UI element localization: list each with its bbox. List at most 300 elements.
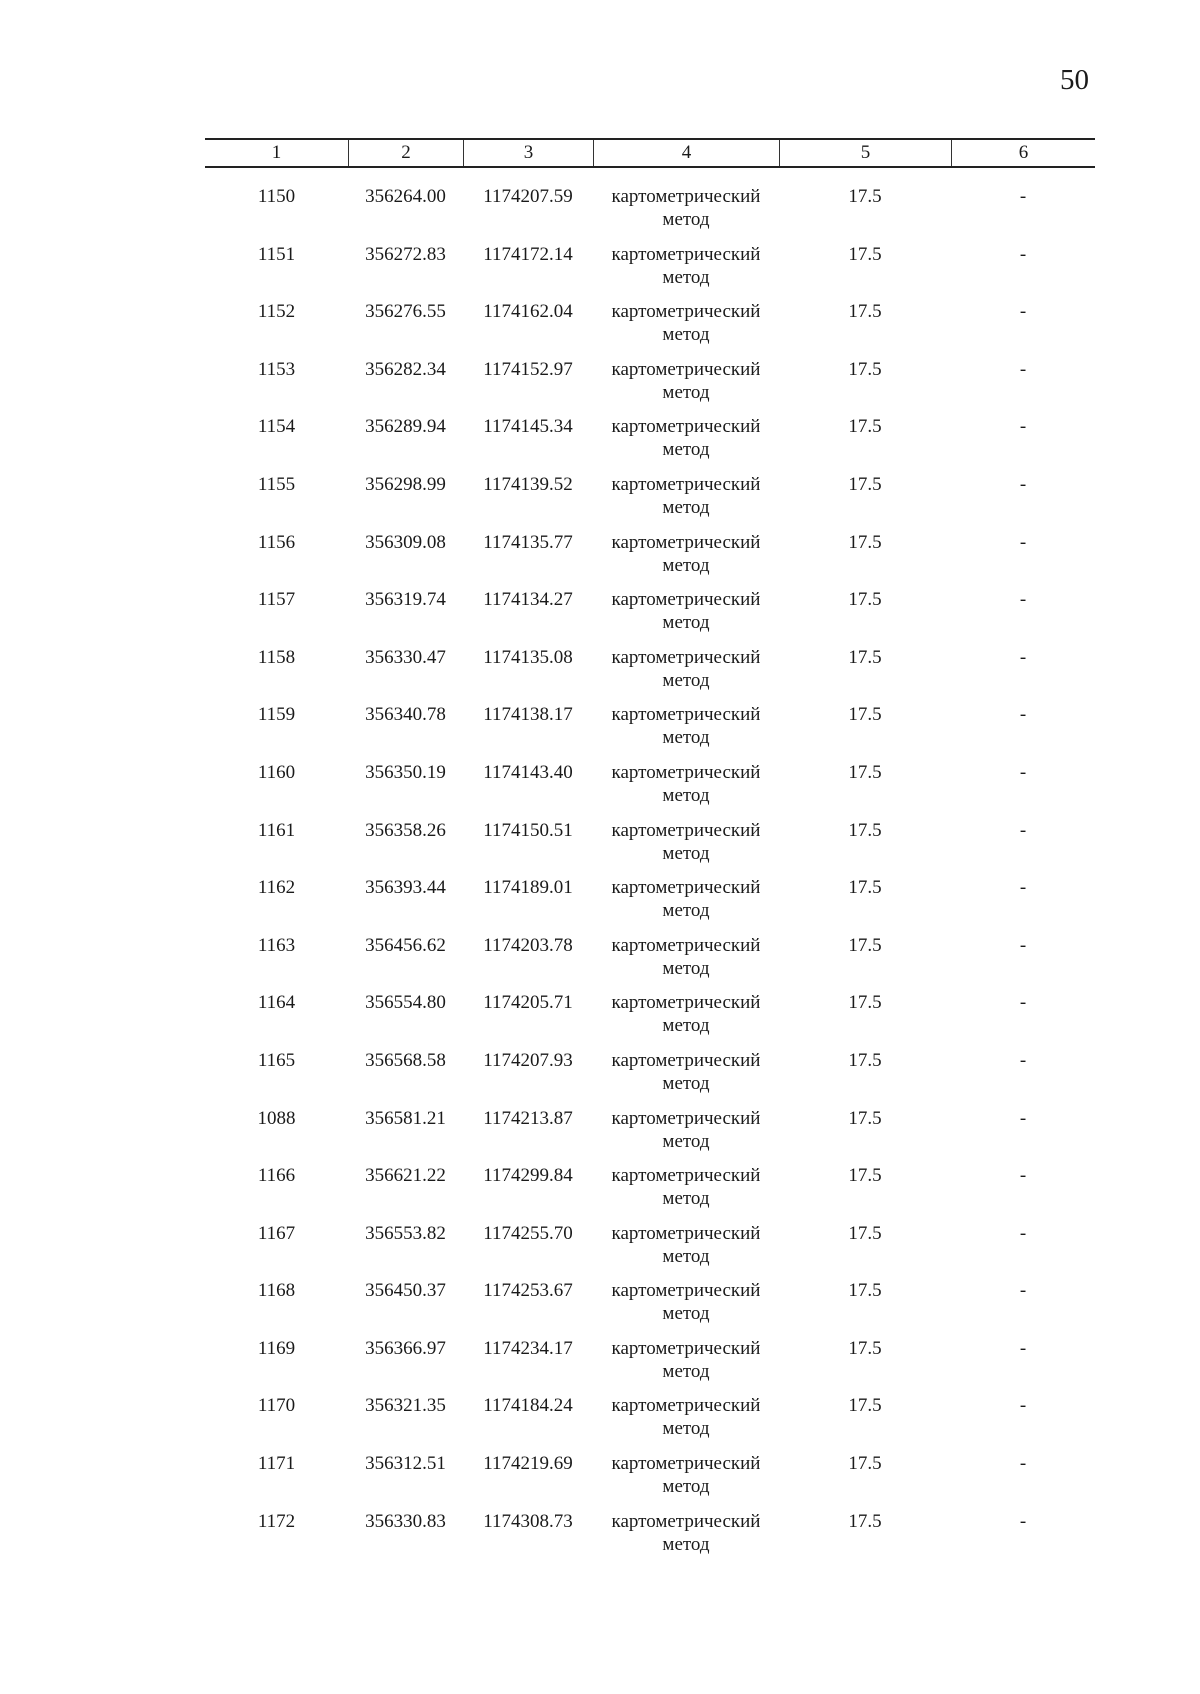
x-coordinate-cell-text: 356621.22 [365, 1165, 446, 1187]
method-cell-text: картометрический [611, 1107, 761, 1129]
note-cell-text: - [1019, 416, 1027, 438]
x-coordinate-cell-text: 356358.26 [365, 819, 446, 841]
method-cell [593, 185, 779, 243]
point-id-cell [205, 473, 348, 531]
note-cell-text: - [1019, 761, 1027, 783]
method-cell-text: метод [662, 1476, 710, 1498]
precision-cell-text: 17.5 [848, 1395, 882, 1417]
point-id-cell-text: 1169 [257, 1337, 296, 1359]
y-coordinate-cell-text: 1174234.17 [483, 1337, 573, 1359]
method-cell-text: метод [662, 439, 710, 461]
method-cell-text: метод [662, 1130, 710, 1152]
note-cell [951, 703, 1095, 761]
point-id-cell [205, 531, 348, 589]
table-row [205, 991, 1095, 1049]
precision-cell [779, 1510, 951, 1568]
coordinates-table [205, 138, 1095, 1567]
x-coordinate-cell-text: 356282.34 [365, 358, 446, 380]
table-row [205, 1049, 1095, 1107]
precision-cell [779, 646, 951, 704]
precision-cell-text: 17.5 [848, 531, 882, 553]
point-id-cell [205, 1510, 348, 1568]
x-coordinate-cell [348, 1452, 463, 1510]
precision-cell-text: 17.5 [848, 1165, 882, 1187]
note-cell [951, 588, 1095, 646]
x-coordinate-cell [348, 876, 463, 934]
note-cell [951, 243, 1095, 301]
note-cell-text: - [1019, 1510, 1027, 1532]
precision-cell-text: 17.5 [848, 301, 882, 323]
x-coordinate-cell-text: 356340.78 [365, 704, 446, 726]
note-cell [951, 876, 1095, 934]
method-cell-text: картометрический [611, 819, 761, 841]
method-cell-text: картометрический [611, 589, 761, 611]
y-coordinate-cell-text: 1174207.59 [483, 186, 573, 207]
x-coordinate-cell [348, 1510, 463, 1568]
point-id-cell-text: 1167 [257, 1222, 296, 1244]
precision-cell [779, 473, 951, 531]
point-id-cell [205, 819, 348, 877]
table-row [205, 819, 1095, 877]
y-coordinate-cell-text: 1174135.77 [483, 531, 573, 553]
note-cell [951, 358, 1095, 416]
method-cell [593, 588, 779, 646]
x-coordinate-cell [348, 761, 463, 819]
note-cell [951, 819, 1095, 877]
precision-cell-text: 17.5 [848, 186, 882, 207]
point-id-cell-text: 1159 [257, 704, 296, 726]
note-cell [951, 1222, 1095, 1280]
precision-cell-text: 17.5 [848, 646, 882, 668]
x-coordinate-cell-text: 356298.99 [365, 473, 446, 495]
note-cell-text: - [1019, 819, 1027, 841]
precision-cell [779, 1049, 951, 1107]
table-row [205, 761, 1095, 819]
table-row [205, 1279, 1095, 1337]
x-coordinate-cell [348, 703, 463, 761]
x-coordinate-cell [348, 1394, 463, 1452]
y-coordinate-cell-text: 1174189.01 [483, 877, 573, 899]
point-id-cell [205, 934, 348, 992]
x-coordinate-cell-text: 356366.97 [365, 1337, 446, 1359]
table-row [205, 300, 1095, 358]
table-row [205, 185, 1095, 243]
point-id-cell-text: 1170 [257, 1395, 296, 1417]
x-coordinate-cell-text: 356289.94 [365, 416, 446, 438]
note-cell [951, 300, 1095, 358]
point-id-cell [205, 358, 348, 416]
method-cell-text: картометрический [611, 1337, 761, 1359]
y-coordinate-cell [463, 1452, 593, 1510]
precision-cell-text: 17.5 [848, 934, 882, 956]
method-cell [593, 358, 779, 416]
note-cell-text: - [1019, 877, 1027, 899]
precision-cell [779, 531, 951, 589]
table-row [205, 358, 1095, 416]
method-cell-text: метод [662, 957, 710, 979]
method-cell-text: метод [662, 1072, 710, 1094]
method-cell-text: картометрический [611, 1165, 761, 1187]
point-id-cell-text: 1155 [257, 473, 296, 495]
method-cell [593, 1107, 779, 1165]
precision-cell-text: 17.5 [848, 1222, 882, 1244]
point-id-cell [205, 646, 348, 704]
note-cell-text: - [1019, 186, 1027, 207]
table-row [205, 531, 1095, 589]
y-coordinate-cell-text: 1174145.34 [483, 416, 573, 438]
y-coordinate-cell [463, 761, 593, 819]
method-cell [593, 473, 779, 531]
precision-cell [779, 1222, 951, 1280]
method-cell [593, 703, 779, 761]
note-cell-text: - [1019, 1107, 1027, 1129]
note-cell-text: - [1019, 1280, 1027, 1302]
y-coordinate-cell-text: 1174253.67 [483, 1280, 573, 1302]
column-header: 4 [593, 140, 779, 166]
x-coordinate-cell-text: 356321.35 [365, 1395, 446, 1417]
method-cell-text: метод [662, 612, 710, 634]
x-coordinate-cell [348, 588, 463, 646]
precision-cell-text: 17.5 [848, 589, 882, 611]
method-cell [593, 1222, 779, 1280]
y-coordinate-cell [463, 358, 593, 416]
point-id-cell-text: 1088 [257, 1107, 296, 1129]
table-row [205, 473, 1095, 531]
method-cell [593, 1510, 779, 1568]
x-coordinate-cell [348, 243, 463, 301]
method-cell-text: метод [662, 381, 710, 403]
note-cell-text: - [1019, 301, 1027, 323]
point-id-cell [205, 243, 348, 301]
point-id-cell [205, 1222, 348, 1280]
x-coordinate-cell-text: 356350.19 [365, 761, 446, 783]
method-cell-text: метод [662, 842, 710, 864]
note-cell [951, 415, 1095, 473]
point-id-cell-text: 1160 [257, 761, 296, 783]
note-cell-text: - [1019, 358, 1027, 380]
method-cell-text: метод [662, 669, 710, 691]
y-coordinate-cell-text: 1174255.70 [483, 1222, 573, 1244]
method-cell-text: картометрический [611, 416, 761, 438]
precision-cell [779, 1279, 951, 1337]
table-row [205, 876, 1095, 934]
note-cell-text: - [1019, 992, 1027, 1014]
method-cell-text: метод [662, 900, 710, 922]
method-cell-text: метод [662, 1245, 710, 1267]
y-coordinate-cell-text: 1174299.84 [483, 1165, 573, 1187]
precision-cell [779, 1452, 951, 1510]
note-cell-text: - [1019, 1165, 1027, 1187]
x-coordinate-cell-text: 356272.83 [365, 243, 446, 265]
method-cell-text: картометрический [611, 1222, 761, 1244]
point-id-cell [205, 1164, 348, 1222]
x-coordinate-cell-text: 356330.83 [365, 1510, 446, 1532]
method-cell-text: метод [662, 784, 710, 806]
x-coordinate-cell-text: 356450.37 [365, 1280, 446, 1302]
point-id-cell [205, 761, 348, 819]
x-coordinate-cell [348, 819, 463, 877]
x-coordinate-cell [348, 1107, 463, 1165]
point-id-cell [205, 1452, 348, 1510]
precision-cell [779, 300, 951, 358]
method-cell-text: картометрический [611, 1280, 761, 1302]
table-header [205, 138, 1095, 168]
note-cell-text: - [1019, 589, 1027, 611]
x-coordinate-cell [348, 473, 463, 531]
precision-cell-text: 17.5 [848, 358, 882, 380]
y-coordinate-cell-text: 1174205.71 [483, 992, 573, 1014]
table-row [205, 415, 1095, 473]
table-body [205, 185, 1095, 1567]
method-cell [593, 1279, 779, 1337]
point-id-cell-text: 1166 [257, 1165, 296, 1187]
y-coordinate-cell [463, 1049, 593, 1107]
table-row [205, 1337, 1095, 1395]
y-coordinate-cell [463, 1279, 593, 1337]
note-cell [951, 1279, 1095, 1337]
y-coordinate-cell-text: 1174162.04 [483, 301, 573, 323]
column-header: 2 [348, 140, 463, 166]
note-cell [951, 1394, 1095, 1452]
note-cell-text: - [1019, 1395, 1027, 1417]
table-row [205, 588, 1095, 646]
point-id-cell-text: 1164 [257, 992, 296, 1014]
point-id-cell-text: 1165 [257, 1049, 296, 1071]
point-id-cell-text: 1161 [257, 819, 296, 841]
point-id-cell-text: 1154 [257, 416, 296, 438]
precision-cell [779, 991, 951, 1049]
method-cell [593, 1049, 779, 1107]
method-cell-text: картометрический [611, 531, 761, 553]
y-coordinate-cell-text: 1174203.78 [483, 934, 573, 956]
y-coordinate-cell [463, 300, 593, 358]
y-coordinate-cell [463, 588, 593, 646]
column-header: 5 [779, 140, 951, 166]
x-coordinate-cell [348, 991, 463, 1049]
column-header: 1 [271, 142, 282, 163]
method-cell [593, 531, 779, 589]
method-cell-text: метод [662, 1360, 710, 1382]
point-id-cell [205, 415, 348, 473]
note-cell-text: - [1019, 1337, 1027, 1359]
y-coordinate-cell-text: 1174172.14 [483, 243, 573, 265]
method-cell-text: картометрический [611, 301, 761, 323]
method-cell-text: картометрический [611, 934, 761, 956]
note-cell [951, 1452, 1095, 1510]
method-cell-text: метод [662, 266, 710, 288]
note-cell [951, 185, 1095, 243]
note-cell [951, 1164, 1095, 1222]
note-cell-text: - [1019, 934, 1027, 956]
y-coordinate-cell-text: 1174207.93 [483, 1049, 573, 1071]
table-row [205, 243, 1095, 301]
note-cell [951, 1510, 1095, 1568]
x-coordinate-cell-text: 356319.74 [365, 589, 446, 611]
note-cell-text: - [1019, 473, 1027, 495]
point-id-cell-text: 1156 [257, 531, 296, 553]
point-id-cell-text: 1153 [257, 358, 296, 380]
point-id-cell [205, 1049, 348, 1107]
point-id-cell [205, 1394, 348, 1452]
method-cell [593, 761, 779, 819]
y-coordinate-cell [463, 991, 593, 1049]
precision-cell [779, 934, 951, 992]
x-coordinate-cell-text: 356393.44 [365, 877, 446, 899]
y-coordinate-cell-text: 1174143.40 [483, 761, 573, 783]
y-coordinate-cell-text: 1174134.27 [483, 589, 573, 611]
precision-cell [779, 761, 951, 819]
note-cell [951, 1107, 1095, 1165]
y-coordinate-cell [463, 243, 593, 301]
table-row [205, 1164, 1095, 1222]
method-cell-text: метод [662, 324, 710, 346]
point-id-cell-text: 1163 [257, 934, 296, 956]
x-coordinate-cell [348, 934, 463, 992]
precision-cell-text: 17.5 [848, 1453, 882, 1475]
method-cell-text: метод [662, 1015, 710, 1037]
y-coordinate-cell [463, 415, 593, 473]
y-coordinate-cell [463, 646, 593, 704]
point-id-cell-text: 1152 [257, 301, 296, 323]
precision-cell [779, 415, 951, 473]
precision-cell-text: 17.5 [848, 243, 882, 265]
point-id-cell [205, 703, 348, 761]
x-coordinate-cell-text: 356264.00 [365, 186, 446, 207]
point-id-cell [205, 876, 348, 934]
method-cell [593, 415, 779, 473]
x-coordinate-cell [348, 185, 463, 243]
y-coordinate-cell [463, 703, 593, 761]
y-coordinate-cell [463, 1222, 593, 1280]
y-coordinate-cell [463, 934, 593, 992]
note-cell [951, 531, 1095, 589]
y-coordinate-cell [463, 1337, 593, 1395]
precision-cell [779, 819, 951, 877]
note-cell [951, 646, 1095, 704]
precision-cell [779, 588, 951, 646]
x-coordinate-cell-text: 356330.47 [365, 646, 446, 668]
table-row [205, 1107, 1095, 1165]
method-cell-text: картометрический [611, 1049, 761, 1071]
note-cell [951, 761, 1095, 819]
precision-cell-text: 17.5 [848, 1049, 882, 1071]
method-cell [593, 1452, 779, 1510]
note-cell-text: - [1019, 243, 1027, 265]
y-coordinate-cell-text: 1174135.08 [483, 646, 573, 668]
y-coordinate-cell [463, 473, 593, 531]
point-id-cell-text: 1157 [257, 589, 296, 611]
x-coordinate-cell-text: 356554.80 [365, 992, 446, 1014]
method-cell [593, 876, 779, 934]
point-id-cell-text: 1158 [257, 646, 296, 668]
table-row [205, 1394, 1095, 1452]
x-coordinate-cell [348, 531, 463, 589]
precision-cell [779, 1107, 951, 1165]
method-cell-text: метод [662, 209, 710, 230]
y-coordinate-cell [463, 185, 593, 243]
page-number: 50 [1060, 64, 1089, 96]
x-coordinate-cell [348, 1164, 463, 1222]
x-coordinate-cell [348, 1049, 463, 1107]
table-row [205, 1510, 1095, 1568]
x-coordinate-cell-text: 356312.51 [365, 1453, 446, 1475]
precision-cell [779, 1164, 951, 1222]
precision-cell-text: 17.5 [848, 1280, 882, 1302]
method-cell-text: картометрический [611, 358, 761, 380]
method-cell-text: картометрический [611, 1453, 761, 1475]
x-coordinate-cell [348, 415, 463, 473]
table-row [205, 1452, 1095, 1510]
column-header: 6 [951, 140, 1095, 166]
point-id-cell-text: 1168 [257, 1280, 296, 1302]
table-row [205, 934, 1095, 992]
y-coordinate-cell [463, 1510, 593, 1568]
method-cell-text: картометрический [611, 243, 761, 265]
method-cell [593, 243, 779, 301]
point-id-cell-text: 1171 [257, 1453, 296, 1475]
precision-cell-text: 17.5 [848, 1510, 882, 1532]
y-coordinate-cell [463, 1107, 593, 1165]
column-header: 3 [463, 140, 593, 166]
precision-cell-text: 17.5 [848, 877, 882, 899]
x-coordinate-cell [348, 358, 463, 416]
method-cell [593, 1337, 779, 1395]
precision-cell-text: 17.5 [848, 1337, 882, 1359]
x-coordinate-cell [348, 646, 463, 704]
y-coordinate-cell-text: 1174139.52 [483, 473, 573, 495]
y-coordinate-cell-text: 1174213.87 [483, 1107, 573, 1129]
precision-cell [779, 243, 951, 301]
method-cell-text: картометрический [611, 186, 761, 207]
x-coordinate-cell [348, 1337, 463, 1395]
precision-cell [779, 358, 951, 416]
note-cell [951, 1337, 1095, 1395]
precision-cell [779, 1337, 951, 1395]
note-cell-text: - [1019, 646, 1027, 668]
precision-cell [779, 876, 951, 934]
x-coordinate-cell-text: 356276.55 [365, 301, 446, 323]
point-id-cell [205, 1337, 348, 1395]
method-cell-text: метод [662, 727, 710, 749]
method-cell-text: картометрический [611, 877, 761, 899]
precision-cell [779, 1394, 951, 1452]
method-cell [593, 646, 779, 704]
method-cell [593, 300, 779, 358]
note-cell-text: - [1019, 1222, 1027, 1244]
method-cell-text: картометрический [611, 992, 761, 1014]
y-coordinate-cell [463, 1164, 593, 1222]
precision-cell-text: 17.5 [848, 819, 882, 841]
method-cell-text: метод [662, 1533, 710, 1555]
x-coordinate-cell-text: 356568.58 [365, 1049, 446, 1071]
method-cell [593, 934, 779, 992]
precision-cell [779, 703, 951, 761]
method-cell [593, 991, 779, 1049]
point-id-cell [205, 991, 348, 1049]
precision-cell-text: 17.5 [848, 992, 882, 1014]
method-cell-text: картометрический [611, 704, 761, 726]
precision-cell-text: 17.5 [848, 704, 882, 726]
precision-cell-text: 17.5 [848, 1107, 882, 1129]
x-coordinate-cell-text: 356553.82 [365, 1222, 446, 1244]
y-coordinate-cell [463, 819, 593, 877]
x-coordinate-cell [348, 1279, 463, 1337]
point-id-cell-text: 1151 [257, 243, 296, 265]
y-coordinate-cell-text: 1174308.73 [483, 1510, 573, 1532]
note-cell [951, 473, 1095, 531]
point-id-cell [205, 300, 348, 358]
note-cell [951, 1049, 1095, 1107]
